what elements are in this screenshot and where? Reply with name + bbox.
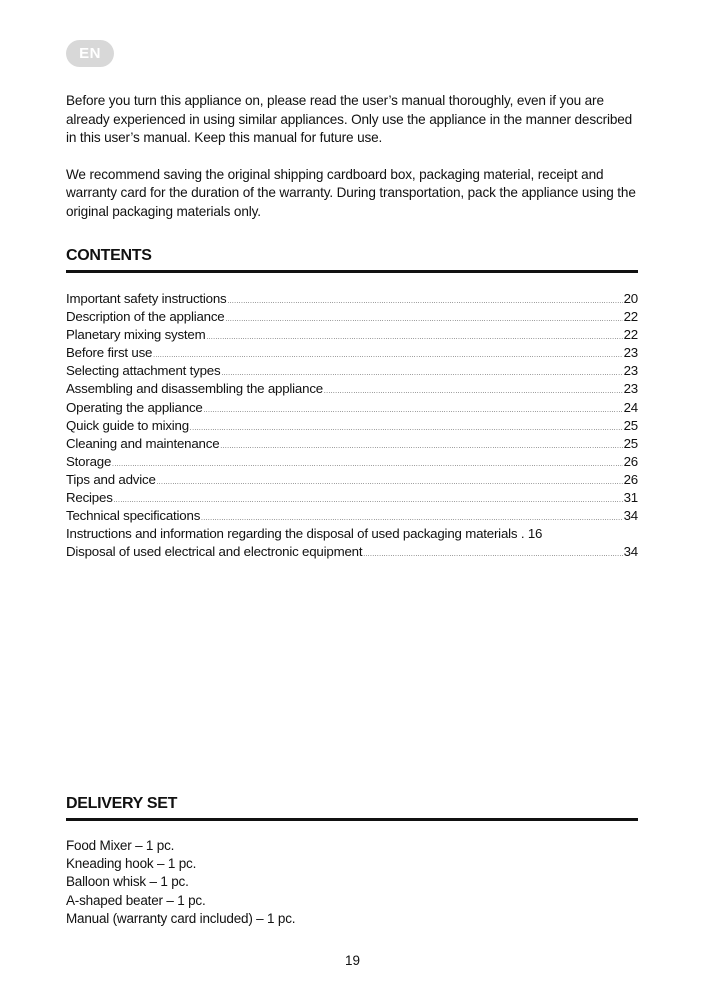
toc-item-title: Operating the appliance — [66, 399, 203, 415]
toc-leader-dots — [112, 456, 622, 474]
language-badge: EN — [66, 40, 114, 67]
toc-item[interactable] — [66, 417, 638, 435]
toc-item[interactable] — [66, 507, 638, 525]
intro-paragraph-1: Before you turn this appliance on, please read the user’s manual thoroughly, even if you are already experienced in using similar appliances. Only use the appliance in the manner described in this user’s manual. Keep this manual for future use. — [66, 93, 633, 145]
toc-item-title: Planetary mixing system — [66, 327, 206, 343]
toc-leader-dots — [190, 420, 623, 438]
intro-text — [66, 92, 641, 239]
toc-item[interactable] — [66, 362, 638, 380]
toc-item[interactable] — [66, 380, 638, 398]
toc-item-page: 26 — [623, 453, 638, 469]
toc-leader-dots — [157, 474, 623, 492]
toc-item-title: Disposal of used electrical and electronic equipment — [66, 544, 363, 560]
toc-item-title: Important safety instructions — [66, 291, 227, 306]
page-number: 19 — [344, 953, 361, 968]
toc-item-title: Assembling and disassembling the appliance — [66, 381, 323, 397]
toc-item[interactable] — [66, 471, 638, 489]
toc-leader-dots — [220, 438, 622, 456]
toc-item-page: 20 — [623, 291, 638, 306]
toc-item[interactable] — [66, 326, 638, 344]
toc-item-page: 25 — [623, 435, 638, 451]
toc-item-page: 31 — [623, 490, 638, 506]
toc-item[interactable] — [66, 344, 638, 362]
toc-item-page: 25 — [623, 417, 638, 433]
toc-leader-dots — [227, 293, 622, 311]
toc-item-page: 22 — [623, 327, 638, 343]
toc-leader-dots — [363, 546, 622, 564]
toc-leader-dots — [204, 402, 623, 420]
delivery-set-heading: DELIVERY SET — [66, 795, 638, 821]
toc-item-page: 34 — [623, 544, 638, 560]
toc-item[interactable] — [66, 453, 638, 471]
toc-leader-dots — [324, 383, 623, 401]
toc-item[interactable] — [66, 308, 638, 326]
contents-heading: CONTENTS — [66, 247, 638, 273]
toc-item[interactable] — [66, 489, 638, 507]
toc-item-title: Instructions and information regarding the disposal of used packaging materials . 16 — [66, 526, 543, 542]
list-item: Food Mixer – 1 pc. — [66, 838, 175, 853]
toc-item-page: 23 — [623, 381, 638, 397]
toc-item[interactable] — [66, 525, 638, 543]
toc-item-title: Selecting attachment types — [66, 363, 221, 379]
list-item: Kneading hook – 1 pc. — [66, 856, 197, 872]
toc-item[interactable] — [66, 399, 638, 417]
list-item: A-shaped beater – 1 pc. — [66, 892, 206, 908]
toc-item-page: 24 — [623, 399, 638, 415]
toc-item[interactable] — [66, 435, 638, 453]
list-item: Manual (warranty card included) – 1 pc. — [66, 910, 296, 926]
toc-item-page: 23 — [623, 363, 638, 379]
toc-leader-dots — [207, 329, 623, 347]
toc-item-title: Technical specifications — [66, 508, 201, 524]
toc-item-title: Storage — [66, 453, 112, 469]
toc-item-title: Quick guide to mixing — [66, 417, 189, 433]
toc-item-title: Before first use — [66, 345, 153, 361]
toc-item-page: 22 — [623, 309, 638, 325]
toc-item-title: Recipes — [66, 490, 113, 506]
list-item: Balloon whisk – 1 pc. — [66, 874, 189, 890]
toc-item-page: 34 — [623, 508, 638, 524]
delivery-set-list — [66, 837, 295, 928]
intro-paragraph-2: We recommend saving the original shipping cardboard box, packaging material, receipt and warranty card for the duration of the warranty. During transportation, pack the appliance using the original packaging materials only. — [66, 166, 636, 219]
toc-item[interactable] — [66, 290, 638, 308]
toc-item-title: Cleaning and maintenance — [66, 435, 220, 451]
toc-item-page: 26 — [623, 471, 638, 487]
toc-item[interactable] — [66, 543, 638, 561]
toc-item-title: Description of the appliance — [66, 309, 225, 325]
table-of-contents — [66, 290, 638, 561]
toc-leader-dots — [226, 311, 623, 329]
toc-item-title: Tips and advice — [66, 471, 156, 487]
toc-leader-dots — [153, 347, 622, 365]
toc-item-page: 23 — [623, 345, 638, 361]
